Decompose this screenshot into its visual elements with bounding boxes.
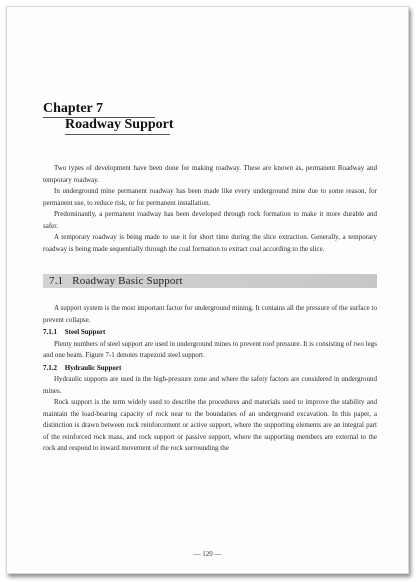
subsection-title: Steel Support	[64, 328, 106, 336]
section-heading	[49, 275, 183, 287]
section-number: 7.1	[49, 275, 64, 287]
subsection-heading-hydraulic	[43, 363, 377, 375]
document-page	[6, 6, 409, 574]
subsection-paragraph: Hydraulic supports are used in the high-pressure zone and where the safety factors are considered in underground mines.	[43, 375, 377, 395]
intro-paragraph: In underground mine permanent roadway has been made like every underground mine due to some reason, for permanent use, to reduce risk, or for permanent installation.	[43, 187, 377, 207]
title-underline	[65, 134, 170, 135]
section-title: Roadway Basic Support	[72, 275, 183, 287]
subsection-title: Hydraulic Support	[64, 363, 122, 372]
subsection-paragraph: Rock support is the term widely used to describe the procedures and materials used to improve the stability and maintain the load-bearing capacity of rock near to the boundaries of an underground excavation. In this paper, a distinction is drawn between rock reinforcement or active support, where the supporting elements are an integral part of the reinforced rock mass, and rock support or passive support, where the supporting members are external to the rock and respond to inward movement of the rock surrounding the	[43, 398, 377, 452]
section-body	[43, 303, 377, 455]
subsection-paragraph: Plenty numbers of steel support are used in underground mines to prevent roof pressure. It is consisting of two legs and one beam. Figure 7-1 denotes trapezoid steel support.	[43, 339, 377, 359]
subsection-number: 7.1.2	[43, 363, 57, 372]
intro-paragraph: A temporary roadway is being made to use it for short time during the slice extraction. Generally, a temporary roadway is being made sequentially through the coal formation to extract coal according to the slice.	[43, 233, 377, 253]
chapter-title: Roadway Support	[65, 117, 174, 132]
intro-paragraph: Two types of development have been done for making roadway. These are known as, permanent Roadway and temporary roadway.	[43, 164, 377, 184]
intro-block	[43, 163, 377, 255]
page-number: — 120 —	[193, 550, 222, 558]
section-intro-paragraph: A support system is the most important factor for underground mining. It contains all the pressure of the surface to prevent collapse.	[43, 304, 377, 324]
subsection-number: 7.1.1	[43, 328, 57, 336]
subsection-heading-steel	[43, 327, 377, 339]
intro-paragraph: Predominantly, a permanent roadway has been developed through rock formation to make it more durable and safer.	[43, 210, 377, 230]
chapter-label: Chapter 7	[43, 101, 104, 116]
